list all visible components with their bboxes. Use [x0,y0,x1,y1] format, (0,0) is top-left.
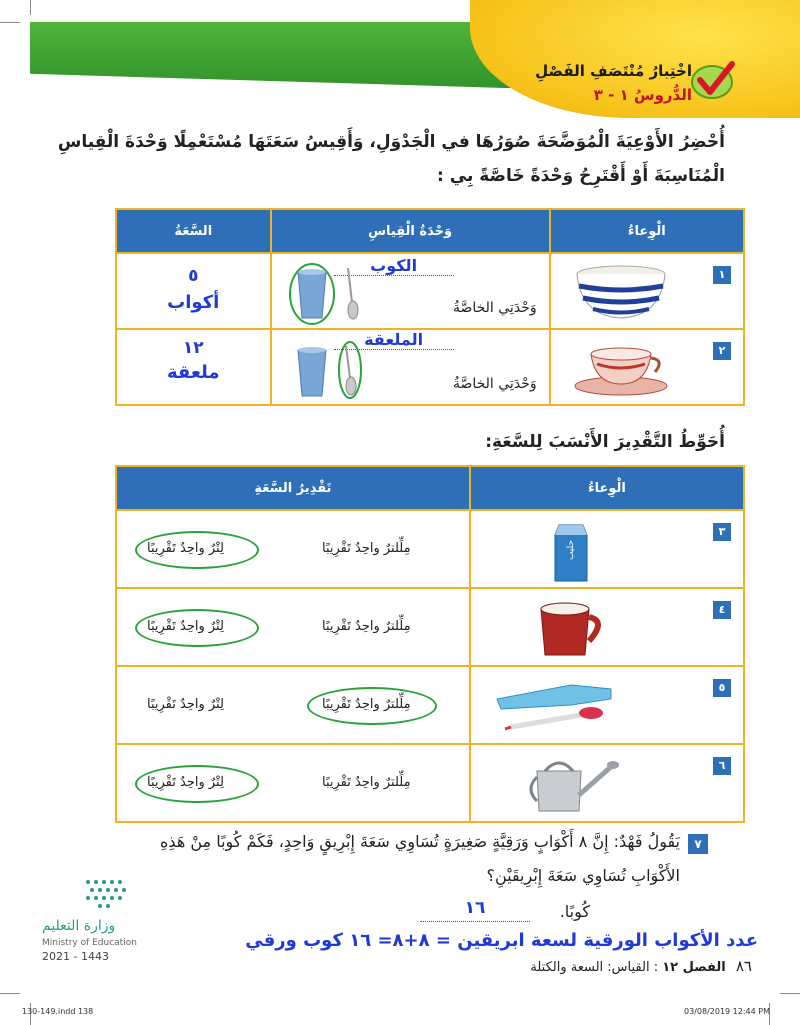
container-cell [550,253,744,329]
cup-and-spoon-icon [286,262,366,326]
question-7-number: ٧ [688,834,708,854]
container-cell [470,666,744,744]
bowl-icon [571,264,671,322]
table-row [116,510,744,588]
teacup-icon [571,340,671,398]
estimate-cell [116,666,470,744]
ministry-logo-icon [82,876,130,912]
estimate-cell [116,744,470,822]
capacity-cell [116,329,271,405]
capacity-unit-word: أكواب [167,292,220,313]
option-liter[interactable]: لِتْرٌ واحِدٌ تَقْرِيبًا [147,619,224,634]
unit-answer[interactable]: الملعقة [334,330,454,350]
estimate-cell [116,510,470,588]
question-7-answer-suffix: كُوبًا. [559,902,590,921]
answer-circle [135,531,259,569]
table-row [116,329,744,405]
ministry-name: وزارة التعليم [42,918,116,934]
header-estimate: تَقْدِيرُ السَّعَةِ [116,466,470,510]
option-liter[interactable]: لِتْرٌ واحِدٌ تَقْرِيبًا [147,541,224,556]
print-file-name: 130-149.indd 138 [22,1007,94,1016]
option-liter[interactable]: لِتْرٌ واحِدٌ تَقْرِيبًا [147,775,224,790]
question-7-line-2: الأَكْوَابِ تُسَاوِي سَعَةَ إِبْرِيقَيْنِ؟ [486,866,680,885]
option-milliliter[interactable]: مِلِّلترٌ واحِدٌ تَقْرِيبًا [322,619,411,634]
checkmark-icon [690,58,736,100]
footer [530,957,752,975]
option-liter[interactable]: لِتْرٌ واحِدٌ تَقْرِيبًا [147,697,224,712]
table-row [116,588,744,666]
capacity-unit-word: ملعقة [167,362,220,383]
row-number: ٢ [713,342,731,360]
watering-can-icon [521,753,621,815]
row-number: ٤ [713,601,731,619]
header-unit: وَحْدَةُ الْقِياسِ [271,209,550,253]
chapter-number: الفصل ١٢ [662,960,726,975]
cup-and-spoon-icon [286,338,366,402]
container-cell [470,510,744,588]
estimate-table [115,465,745,823]
instruction-line-1: أُحْضِرُ الأَوْعِيَةَ الْمُوَضَّحَةَ صُوَرُهَا في الْجَدْوَلِ، وَأَقِيسُ سَعَتَهَا مُسْتَعْمِلًا وَحْدَةَ الْقِياسِ [57,132,725,152]
mug-icon [531,597,611,659]
answer-circle [307,687,437,725]
crop-mark [30,0,31,15]
page-subtitle: الدُّروسُ ١ - ٣ [593,86,692,104]
ministry-name-en: Ministry of Education [42,938,137,948]
container-cell [470,744,744,822]
capacity-table [115,208,745,406]
header-container: الْوِعاءُ [470,466,744,510]
row-number: ٣ [713,523,731,541]
unit-cell[interactable] [271,253,550,329]
answer-circle [135,765,259,803]
row-number: ١ [713,266,731,284]
chapter-title: : القياس: السعة والكتلة [530,960,659,975]
row-number: ٦ [713,757,731,775]
header-container: الْوِعاءُ [550,209,744,253]
header-capacity: السَّعَةُ [116,209,271,253]
crop-mark [0,993,20,994]
capacity-number: ١٢ [182,338,204,358]
ministry-year: 2021 - 1443 [42,950,109,963]
container-cell [550,329,744,405]
instruction-estimate: أُحَوِّطُ التَّقْدِيرَ الأَنْسَبَ لِلسَّعَةِ: [485,432,725,452]
handwritten-solution: عدد الأكواب الورقية لسعة ابريقين = ٨+٨= ١٦ كوب ورقي [245,930,758,951]
page-title: اخْتِبارُ مُنْتَصَفِ الفَصْلِ [535,62,692,80]
estimate-cell [116,588,470,666]
option-milliliter[interactable]: مِلِّلترٌ واحِدٌ تَقْرِيبًا [322,775,411,790]
question-7-line-1: يَقُولُ فَهْدٌ: إِنَّ ٨ أَكْوَابٍ وَرَقِيَّةٍ صَغِيرَةٍ تُسَاوِي سَعَةَ إِبْرِيقٍ وَاحِدٍ، فَكَمْ كُوبًا مِنْ هَذِهِ [160,832,680,851]
instruction-line-2: الْمُنَاسِبَةَ أَوْ أَقْتَرِحُ وَحْدَةً خَاصَّةً بِي : [437,166,725,186]
dropper-icon [491,675,621,737]
print-timestamp: 03/08/2019 12:44 PM [684,1007,770,1016]
unit-cell[interactable] [271,329,550,405]
page-number: ٨٦ [735,957,752,975]
option-milliliter[interactable]: مِلِّلترٌ واحِدٌ تَقْرِيبًا [322,541,411,556]
crop-mark [0,22,20,23]
row-number: ٥ [713,679,731,697]
option-milliliter[interactable]: مِلِّلترٌ واحِدٌ تَقْرِيبًا [322,697,411,712]
table-row [116,666,744,744]
capacity-cell [116,253,271,329]
table-row [116,744,744,822]
container-cell [470,588,744,666]
my-unit-label: وَحْدَتِي الخاصَّةُ [452,300,537,316]
table-row [116,253,744,329]
unit-answer[interactable]: الكوب [334,256,454,276]
carton-label: حليب [565,539,576,561]
question-7-answer[interactable]: ١٦ [420,898,530,922]
my-unit-label: وَحْدَتِي الخاصَّةُ [452,376,537,392]
crop-mark [780,993,800,994]
answer-circle [135,609,259,647]
capacity-number: ٥ [188,266,199,286]
